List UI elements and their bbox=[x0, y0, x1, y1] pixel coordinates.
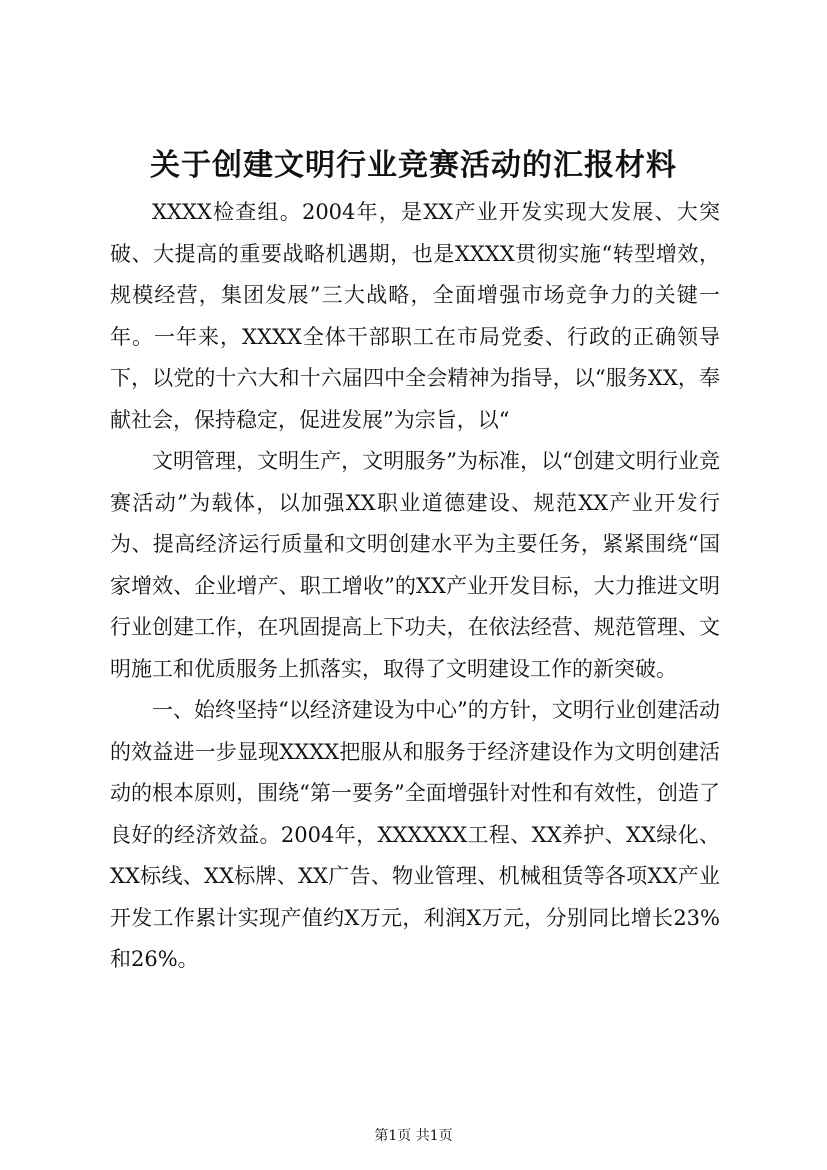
page-footer: 第1页 共1页 bbox=[374, 1128, 453, 1144]
document-title: 关于创建文明行业竞赛活动的汇报材料 bbox=[150, 148, 677, 183]
document-body bbox=[110, 192, 720, 981]
paragraph-3: 一、始终坚持“以经济建设为中心”的方针，文明行业创建活动的效益进一步显现XXXX把服从和服务于经济建设作为文明创建活动的根本原则，围绕“第一要务”全面增强针对性和有效性，创造了良好的经济效益。2004年，XXXXXX工程、XX养护、XX绿化、XX标线、XX标牌、XX广告、物业管理、机械租赁等各项XX产业开发工作累计实现产值约X万元，利润X万元，分别同比增长23%和26%。 bbox=[110, 698, 720, 971]
paragraph-2: 文明管理，文明生产，文明服务”为标准，以“创建文明行业竞赛活动”为载体，以加强XX职业道德建设、规范XX产业开发行为、提高经济运行质量和文明创建水平为主要任务，紧紧围绕“国家增效、企业增产、职工增收”的XX产业开发目标，大力推进文明行业创建工作，在巩固提高上下功夫，在依法经营、规范管理、文明施工和优质服务上抓落实，取得了文明建设工作的新突破。 bbox=[110, 449, 720, 681]
paragraph-1: XXXX检查组。2004年，是XX产业开发实现大发展、大突破、大提高的重要战略机遇期，也是XXXX贯彻实施“转型增效，规模经营，集团发展”三大战略，全面增强市场竞争力的关键一年。一年来，XXXX全体干部职工在市局党委、行政的正确领导下，以党的十六大和十六届四中全会精神为指导，以“服务XX，奉献社会，保持稳定，促进发展”为宗旨，以“ bbox=[110, 200, 720, 432]
